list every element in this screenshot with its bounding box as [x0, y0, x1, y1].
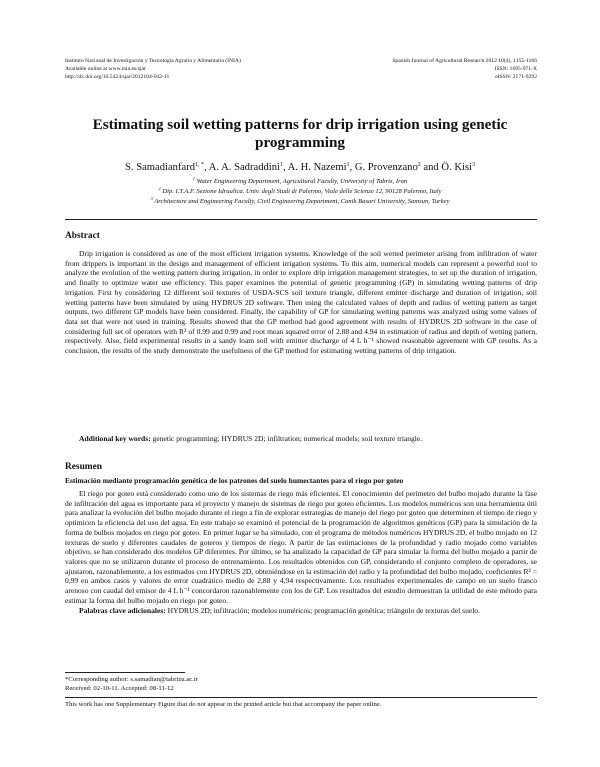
author-affiliation-mark: 2 — [417, 162, 421, 168]
footnote-rule — [65, 672, 185, 673]
divider-rule — [65, 219, 537, 220]
palabras-clave-label: Palabras clave adicionales: — [79, 606, 166, 615]
supplementary-note: This work has one Supplementary Figure that do not appear in the printed article but that accompany the paper online. — [65, 701, 382, 708]
publisher-line: Instituto Nacional de Investigación y Tecnología Agraria y Alimentaria (INIA) — [65, 58, 241, 64]
resumen-subtitle: Estimación mediante programación genética de los patrones del suelo humectantes para el riego por goteo — [65, 476, 404, 485]
issn-line: ISSN: 1695-971-X — [494, 66, 537, 73]
author-list — [40, 161, 560, 174]
doi-line[interactable]: http://dx.doi.org/10.5424/sjar/2012104-502-11 — [65, 74, 170, 81]
abstract-keywords — [65, 434, 537, 444]
availability-line[interactable]: Available online at www.inia.es/sjar — [65, 66, 146, 73]
author-name: , A. H. Nazemi — [282, 162, 347, 173]
affiliation-text: Water Engineering Department, Agricultural Faculty, University of Tabriz, Iran — [195, 178, 408, 185]
author-name: , G. Provenzano — [349, 162, 418, 173]
resumen-text: El riego por goteo está considerado como uno de los sistemas de riego más eficientes. El conocimiento del perímetro del bulbo mojado durante la fase de infiltración del agua es importante para el proyecto y manejo de sistemas de riego por goteo eficientes. Los modelos numéricos son una herramienta útil para analizar la evolución del bulbo mojado durante el riego a fin de explorar estrategias de manejo del riego por goteo que determinen el tiempo de riego y optimicen la eficiencia del uso del agua. En este trabajo se examinó el potencial de la programación de algoritmos genéticos (GP) para la simulación de la forma de bulbos mojados en riego por goteo. En primer lugar se ha simulado, con el programa de métodos numéricos HYDRUS 2D, el bulbo mojado en 12 texturas de suelo y diferentes caudales de goteros y tiempos de riego. A partir de las estimaciones de la profundidad y radio mojado como variables objetivo, se han considerado dos modelos GP diferentes. Por último, se ha analizado la capacidad de GP para simular la forma del bulbo mojado a partir de valores que no se utilizaron durante el proceso de entrenamiento. Los resultados obtenidos con GP, considerando el conjunto completo de operadores, se ajustaron, razonablemente, a los estimados con HYDRUS 2D, obteniéndose en la estimación del radio y la profundidad del bulbo mojado, coeficientes R² = 0,99 en ambos casos y valores de error cuadrático medio de 2,88 y 4,94 respectivamente. Los resultados experimentales de campo en un suelo franco arenoso con caudal del emisor de 4 L h⁻¹ concordaron razonablemente con los de GP. Los resultados del estudio demuestran la utilidad de este método para estimar la forma del bulbo mojado en riego por goteo. — [65, 489, 537, 605]
palabras-clave-text: HYDRUS 2D; infiltración; modelos numéricos; programación genética; triángulo de texturas del suelo. — [165, 606, 480, 615]
affiliation-line — [40, 177, 560, 187]
journal-citation: Spanish Journal of Agricultural Research 2012 10(4), 1155-1166 — [392, 58, 537, 64]
resumen-keywords — [65, 606, 537, 616]
resumen-heading: Resumen — [65, 462, 102, 472]
keywords-text: genetic programming; HYDRUS 2D; infiltration; numerical models; soil texture triangle. — [150, 434, 423, 443]
author-name: S. Samadianfard — [125, 162, 196, 173]
author-affiliation-mark: 3 — [471, 162, 475, 168]
affiliation-list — [40, 177, 560, 207]
author-affiliation-mark: 1 — [279, 162, 283, 168]
affiliation-text: Dip. I.T.A.F. Sezione Idraulica. Univ. degli Studi di Palermo, Viale delle Scienze 12, 90128 Palermo, Italy — [160, 188, 442, 195]
affiliation-mark: 2 — [158, 186, 161, 191]
affiliation-mark: 1 — [192, 176, 196, 181]
abstract-text: Drip irrigation is considered as one of the most efficient irrigation systems. Knowledge of the soil wetted perimeter arising from infiltration of water from drippers is important in the design and management of efficient irrigation systems. To this aim, numerical models can represent a powerful tool to analyze the evolution of the wetting pattern during irrigation, in order to explore drip irrigation management strategies, to set up the duration of irrigation, and finally to optimize water use efficiency. This paper examines the potential of genetic programming (GP) in simulating wetting patterns of drip irrigation. First by considering 12 different soil textures of USDA-SCS soil texture triangle, different emitter discharge and duration of irrigation, soil wetting patterns have been simulated by using HYDRUS 2D software. Then using the calculated values of depth and radius of wetting pattern as target outputs, two different GP models have been considered. Finally, the capability of GP for simulating wetting patterns was analyzed using some values of data set that were not used in training. Results showed that the GP method had good agreement with results of HYDRUS 2D software in the case of considering full set of operators with R² of 0.99 and 0.99 and root mean squared error of 2.88 and 4.94 in estimation of radius and depth of wetting pattern, respectively. Also, field experimental results in a sandy loam soil with emitter discharge of 4 L h⁻¹ showed reasonable agreement with GP results. As a conclusion, the results of the study demonstrate the usefulness of the GP method for estimating wetting patterns of drip irrigation. — [65, 249, 537, 356]
eissn-line: eISSN: 2171-9292 — [495, 74, 537, 81]
author-name: , A. A. Sadraddini — [204, 162, 280, 173]
affiliation-line — [40, 197, 560, 207]
author-name: and Ö. Kisi — [420, 162, 472, 173]
journal-header-left — [65, 57, 241, 81]
affiliation-mark: 3 — [150, 196, 153, 201]
journal-header-right — [392, 57, 537, 81]
corresponding-author-note[interactable]: *Corresponding author: s.samadian@tabrizu.ac.ir — [65, 676, 198, 683]
affiliation-text: Architecture and Engineering Faculty, Civil Engineering Department, Canik Basari University, Samsun, Turkey — [152, 198, 450, 205]
author-affiliation-mark: 1 — [346, 162, 350, 168]
divider-rule — [65, 697, 537, 698]
paper-title: Estimating soil wetting patterns for drip irrigation using genetic programming — [92, 116, 508, 151]
author-affiliation-mark: 1, * — [195, 162, 205, 168]
affiliation-line — [40, 187, 560, 197]
keywords-label: Additional key words: — [79, 434, 151, 443]
received-accepted-dates: Received: 02-10-11. Accepted: 08-11-12 — [65, 685, 174, 692]
abstract-heading: Abstract — [65, 231, 100, 241]
